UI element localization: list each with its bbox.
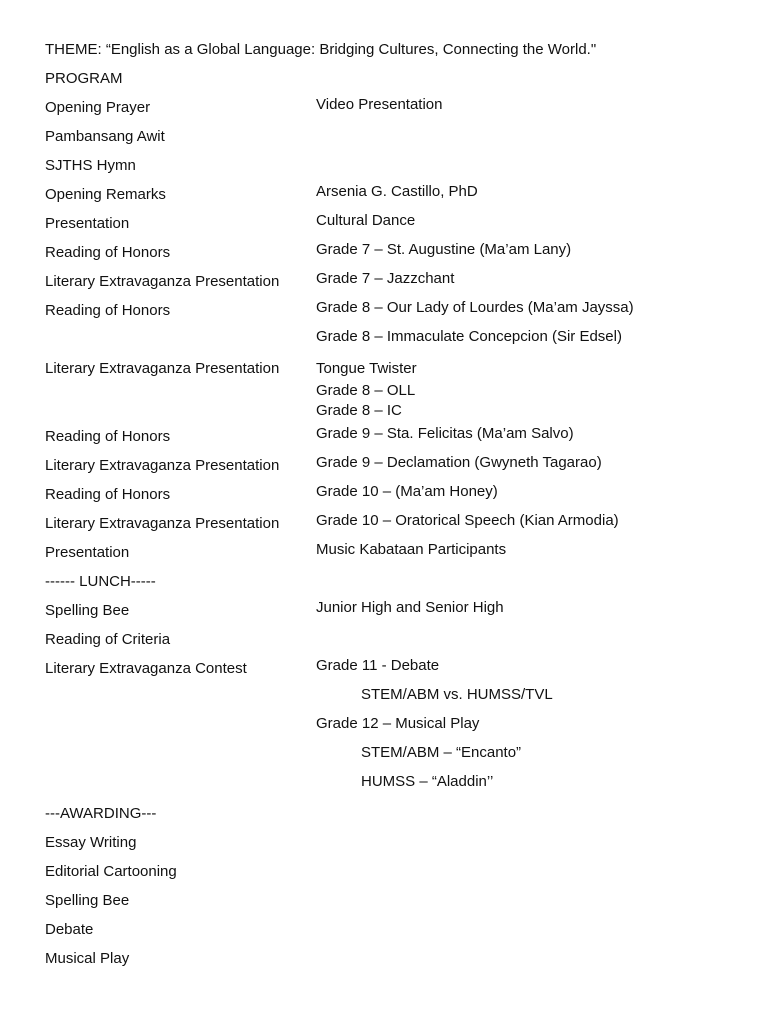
program-item: Reading of Criteria: [45, 631, 171, 648]
program-row: [45, 241, 768, 270]
program-row: [45, 154, 768, 183]
program-row: [45, 599, 768, 628]
program-detail: Music Kabataan Participants: [316, 541, 507, 558]
program-row: [45, 299, 768, 328]
lunch-divider: ------ LUNCH-----: [45, 573, 156, 590]
program-detail: HUMSS – “Aladdin’’: [361, 773, 494, 790]
program-detail: Grade 8 – Immaculate Concepcion (Sir Edsel): [316, 328, 622, 345]
program-item: Literary Extravaganza Presentation: [45, 360, 280, 377]
program-row: [45, 686, 768, 715]
program-row: [45, 657, 768, 686]
program-detail: Grade 9 – Sta. Felicitas (Ma’am Salvo): [316, 425, 574, 442]
program-item: Opening Prayer: [45, 99, 151, 116]
program-row: [45, 454, 768, 483]
program-row: [45, 96, 768, 125]
program-row: [45, 183, 768, 212]
award-item: Musical Play: [45, 950, 130, 967]
program-row: [45, 483, 768, 512]
program-row: [45, 270, 768, 299]
program-item: Spelling Bee: [45, 602, 130, 619]
program-row: [45, 512, 768, 541]
program-row: [45, 425, 768, 454]
program-row: [45, 541, 768, 570]
awarding-divider: ---AWARDING---: [45, 805, 157, 822]
program-detail: Grade 8 – Our Lady of Lourdes (Ma’am Jayssa): [316, 299, 634, 316]
program-detail: Grade 8 – OLL: [316, 382, 416, 399]
program-item: Presentation: [45, 215, 130, 232]
program-item: Reading of Honors: [45, 486, 171, 503]
program-row: [45, 125, 768, 154]
program-detail-group: [316, 357, 768, 421]
program-heading: PROGRAM: [45, 70, 123, 87]
program-detail: Arsenia G. Castillo, PhD: [316, 183, 478, 200]
program-row: [45, 715, 768, 744]
award-item: Essay Writing: [45, 834, 137, 851]
tongue-twister-row: [45, 357, 768, 425]
program-detail: Video Presentation: [316, 96, 443, 113]
program-row: [45, 744, 768, 773]
program-row: [45, 773, 768, 802]
program-item: Presentation: [45, 544, 130, 561]
program-row: [45, 628, 768, 657]
program-item: Literary Extravaganza Presentation: [45, 457, 280, 474]
award-item: Editorial Cartooning: [45, 863, 177, 880]
program-detail: Cultural Dance: [316, 212, 416, 229]
program-detail: Junior High and Senior High: [316, 599, 504, 616]
program-item: Reading of Honors: [45, 428, 171, 445]
program-detail: Grade 7 – St. Augustine (Ma’am Lany): [316, 241, 572, 258]
theme-line: THEME: “English as a Global Language: Bridging Cultures, Connecting the World.": [45, 41, 597, 58]
program-detail: Grade 9 – Declamation (Gwyneth Tagarao): [316, 454, 602, 471]
program-detail: Grade 10 – Oratorical Speech (Kian Armodia): [316, 512, 619, 529]
program-item: Reading of Honors: [45, 244, 171, 261]
program-detail: Tongue Twister: [316, 360, 417, 377]
program-detail: Grade 12 – Musical Play: [316, 715, 480, 732]
award-item: Debate: [45, 921, 94, 938]
program-item: Opening Remarks: [45, 186, 166, 203]
program-item: Reading of Honors: [45, 302, 171, 319]
program-item: Literary Extravaganza Presentation: [45, 273, 280, 290]
program-item: Literary Extravaganza Presentation: [45, 515, 280, 532]
program-item: Literary Extravaganza Contest: [45, 660, 247, 677]
program-detail: Grade 8 – IC: [316, 402, 402, 419]
program-detail: Grade 10 – (Ma’am Honey): [316, 483, 498, 500]
program-item: SJTHS Hymn: [45, 157, 136, 174]
program-item: Pambansang Awit: [45, 128, 165, 145]
award-item: Spelling Bee: [45, 892, 130, 909]
program-detail: Grade 11 - Debate: [316, 657, 440, 674]
program-row: [45, 328, 768, 357]
program-detail: Grade 7 – Jazzchant: [316, 270, 455, 287]
program-detail: STEM/ABM – “Encanto”: [361, 744, 522, 761]
program-detail: STEM/ABM vs. HUMSS/TVL: [361, 686, 553, 703]
program-row: [45, 212, 768, 241]
